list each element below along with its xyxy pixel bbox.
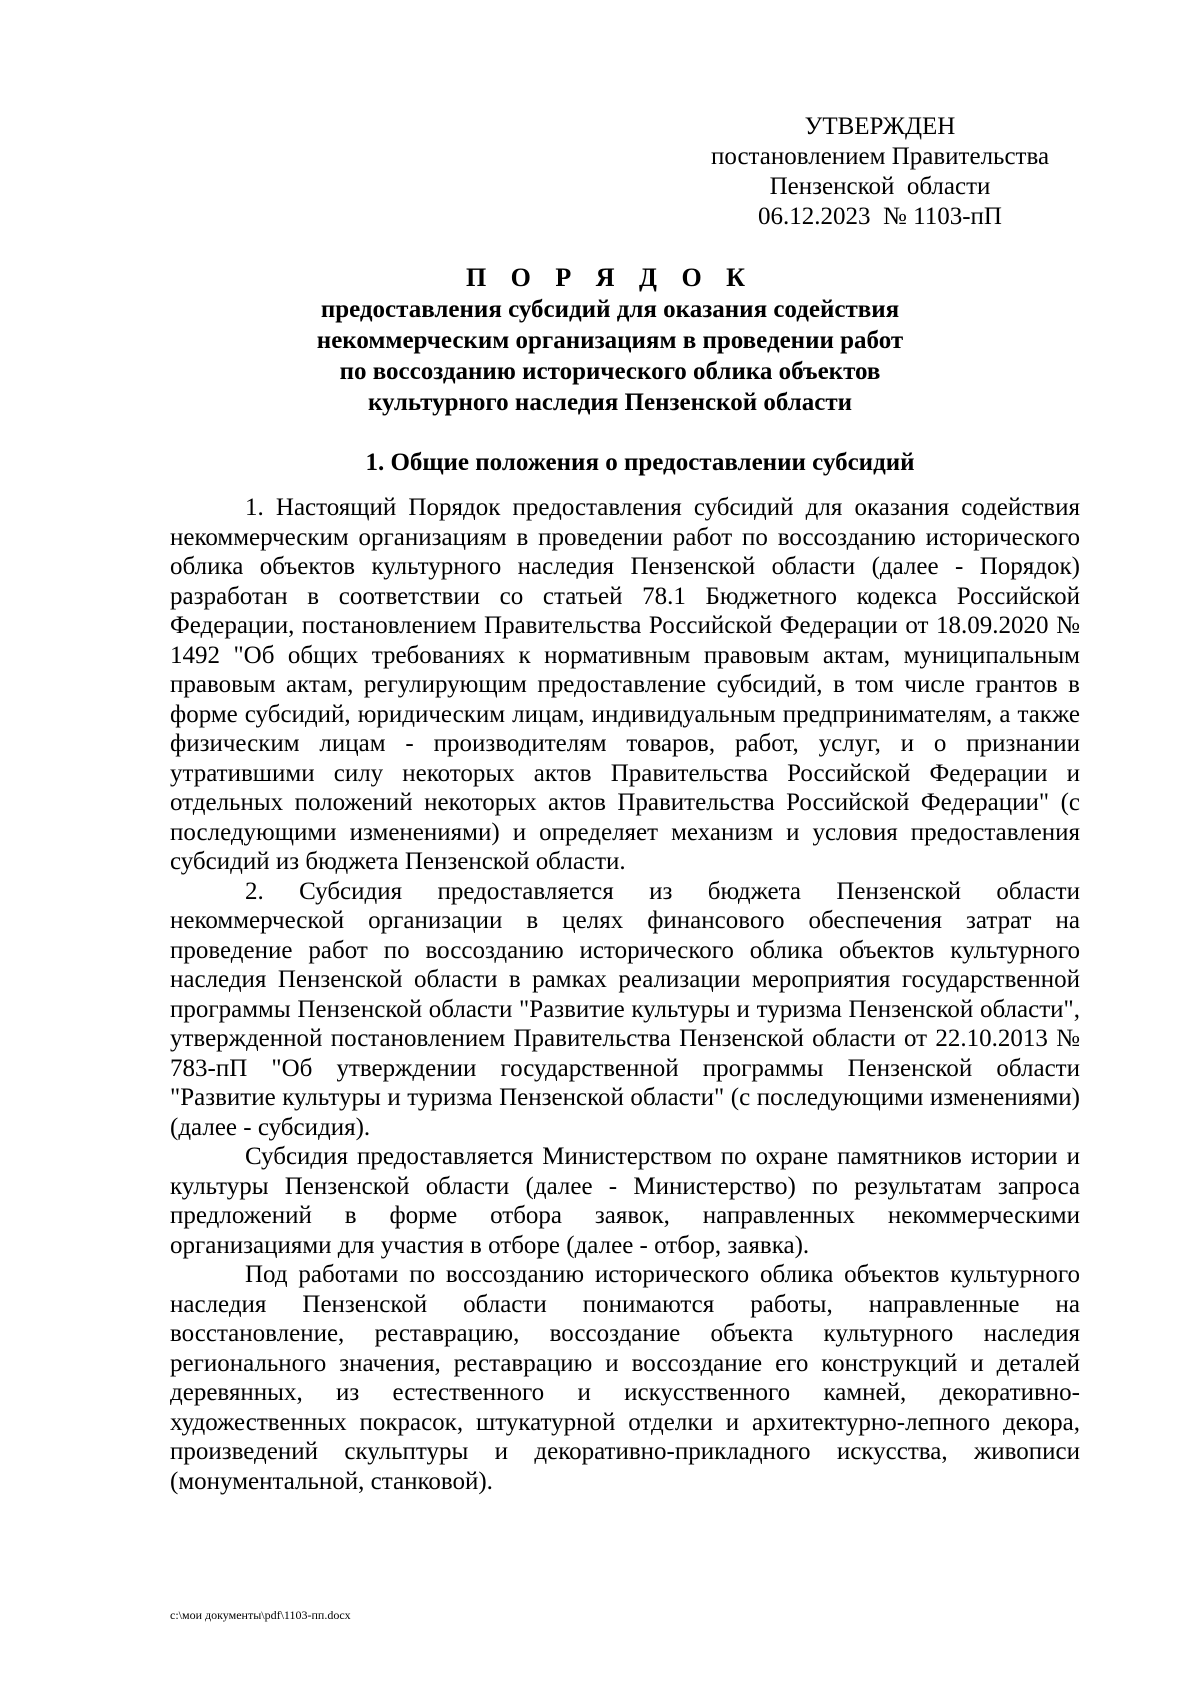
document-subtitle-line: по воссозданию исторического облика объектов bbox=[339, 358, 881, 385]
approval-date-number: 06.12.2023 № 1103-пП bbox=[758, 203, 1002, 230]
paragraph: 2. Субсидия предоставляется из бюджета Пензенской области некоммерческой организации в целях финансового обеспечения затрат на проведение работ по воссозданию исторического облика объектов культурного наследия Пензенской области в рамках реализации мероприятия государственной программы Пензенской области "Развитие культуры и туризма Пензенской области", утвержденной постановлением Правительства Пензенской области от 22.10.2013 № 783-пП "Об утверждении государственной программы Пензенской области "Развитие культуры и туризма Пензенской области" (с последующими изменениями) (далее - субсидия). bbox=[170, 877, 1080, 1141]
document-subtitle-line: культурного наследия Пензенской области bbox=[367, 389, 853, 416]
approval-heading: УТВЕРЖДЕН bbox=[804, 113, 956, 140]
section-title: 1. Общие положения о предоставлении субсидий bbox=[365, 449, 915, 476]
approval-stamp-block bbox=[680, 112, 1080, 232]
document-subtitle-line: предоставления субсидий для оказания содействия bbox=[320, 296, 900, 323]
document-title: П О Р Я Д О К bbox=[465, 263, 755, 292]
approval-region: Пензенской области bbox=[769, 173, 991, 200]
paragraph: Под работами по воссозданию исторического облика объектов культурного наследия Пензенской области понимаются работы, направленные на восстановление, реставрацию, воссоздание объекта культурного наследия регионального значения, реставрацию и воссоздание его конструкций и деталей деревянных, из естественного и искусственного камней, декоративно-художественных покрасок, штукатурной отделки и архитектурно-лепного декора, произведений скульптуры и декоративно-прикладного искусства, живописи (монументальной, станковой). bbox=[170, 1261, 1080, 1495]
footer-file-path: c:\мои документы\pdf\1103-пп.docx bbox=[170, 1608, 351, 1622]
paragraph: Субсидия предоставляется Министерством по охране памятников истории и культуры Пензенской области (далее - Министерство) по результатам запроса предложений в форме отбора заявок, направленных некоммерческими организациями для участия в отборе (далее - отбор, заявка). bbox=[170, 1143, 1080, 1259]
document-heading bbox=[170, 262, 1050, 418]
document-subtitle-line: некоммерческим организациям в проведении работ bbox=[316, 327, 904, 354]
document-body bbox=[170, 493, 1080, 1496]
paragraph: 1. Настоящий Порядок предоставления субсидий для оказания содействия некоммерческим организациям в проведении работ по воссозданию исторического облика объектов культурного наследия Пензенской области (далее - Порядок) разработан в соответствии со статьей 78.1 Бюджетного кодекса Российской Федерации, постановлением Правительства Российской Федерации от 18.09.2020 № 1492 "Об общих требованиях к нормативным правовым актам, муниципальным правовым актам, регулирующим предоставление субсидий, в том числе грантов в форме субсидий, юридическим лицам, индивидуальным предпринимателям, а также физическим лицам - производителям товаров, работ, услуг, и о признании утратившими силу некоторых актов Правительства Российской Федерации и отдельных положений некоторых актов Правительства Российской Федерации" (с последующими изменениями) и определяет механизм и условия предоставления субсидий из бюджета Пензенской области. bbox=[170, 494, 1080, 875]
approval-authority: постановлением Правительства bbox=[710, 143, 1050, 170]
